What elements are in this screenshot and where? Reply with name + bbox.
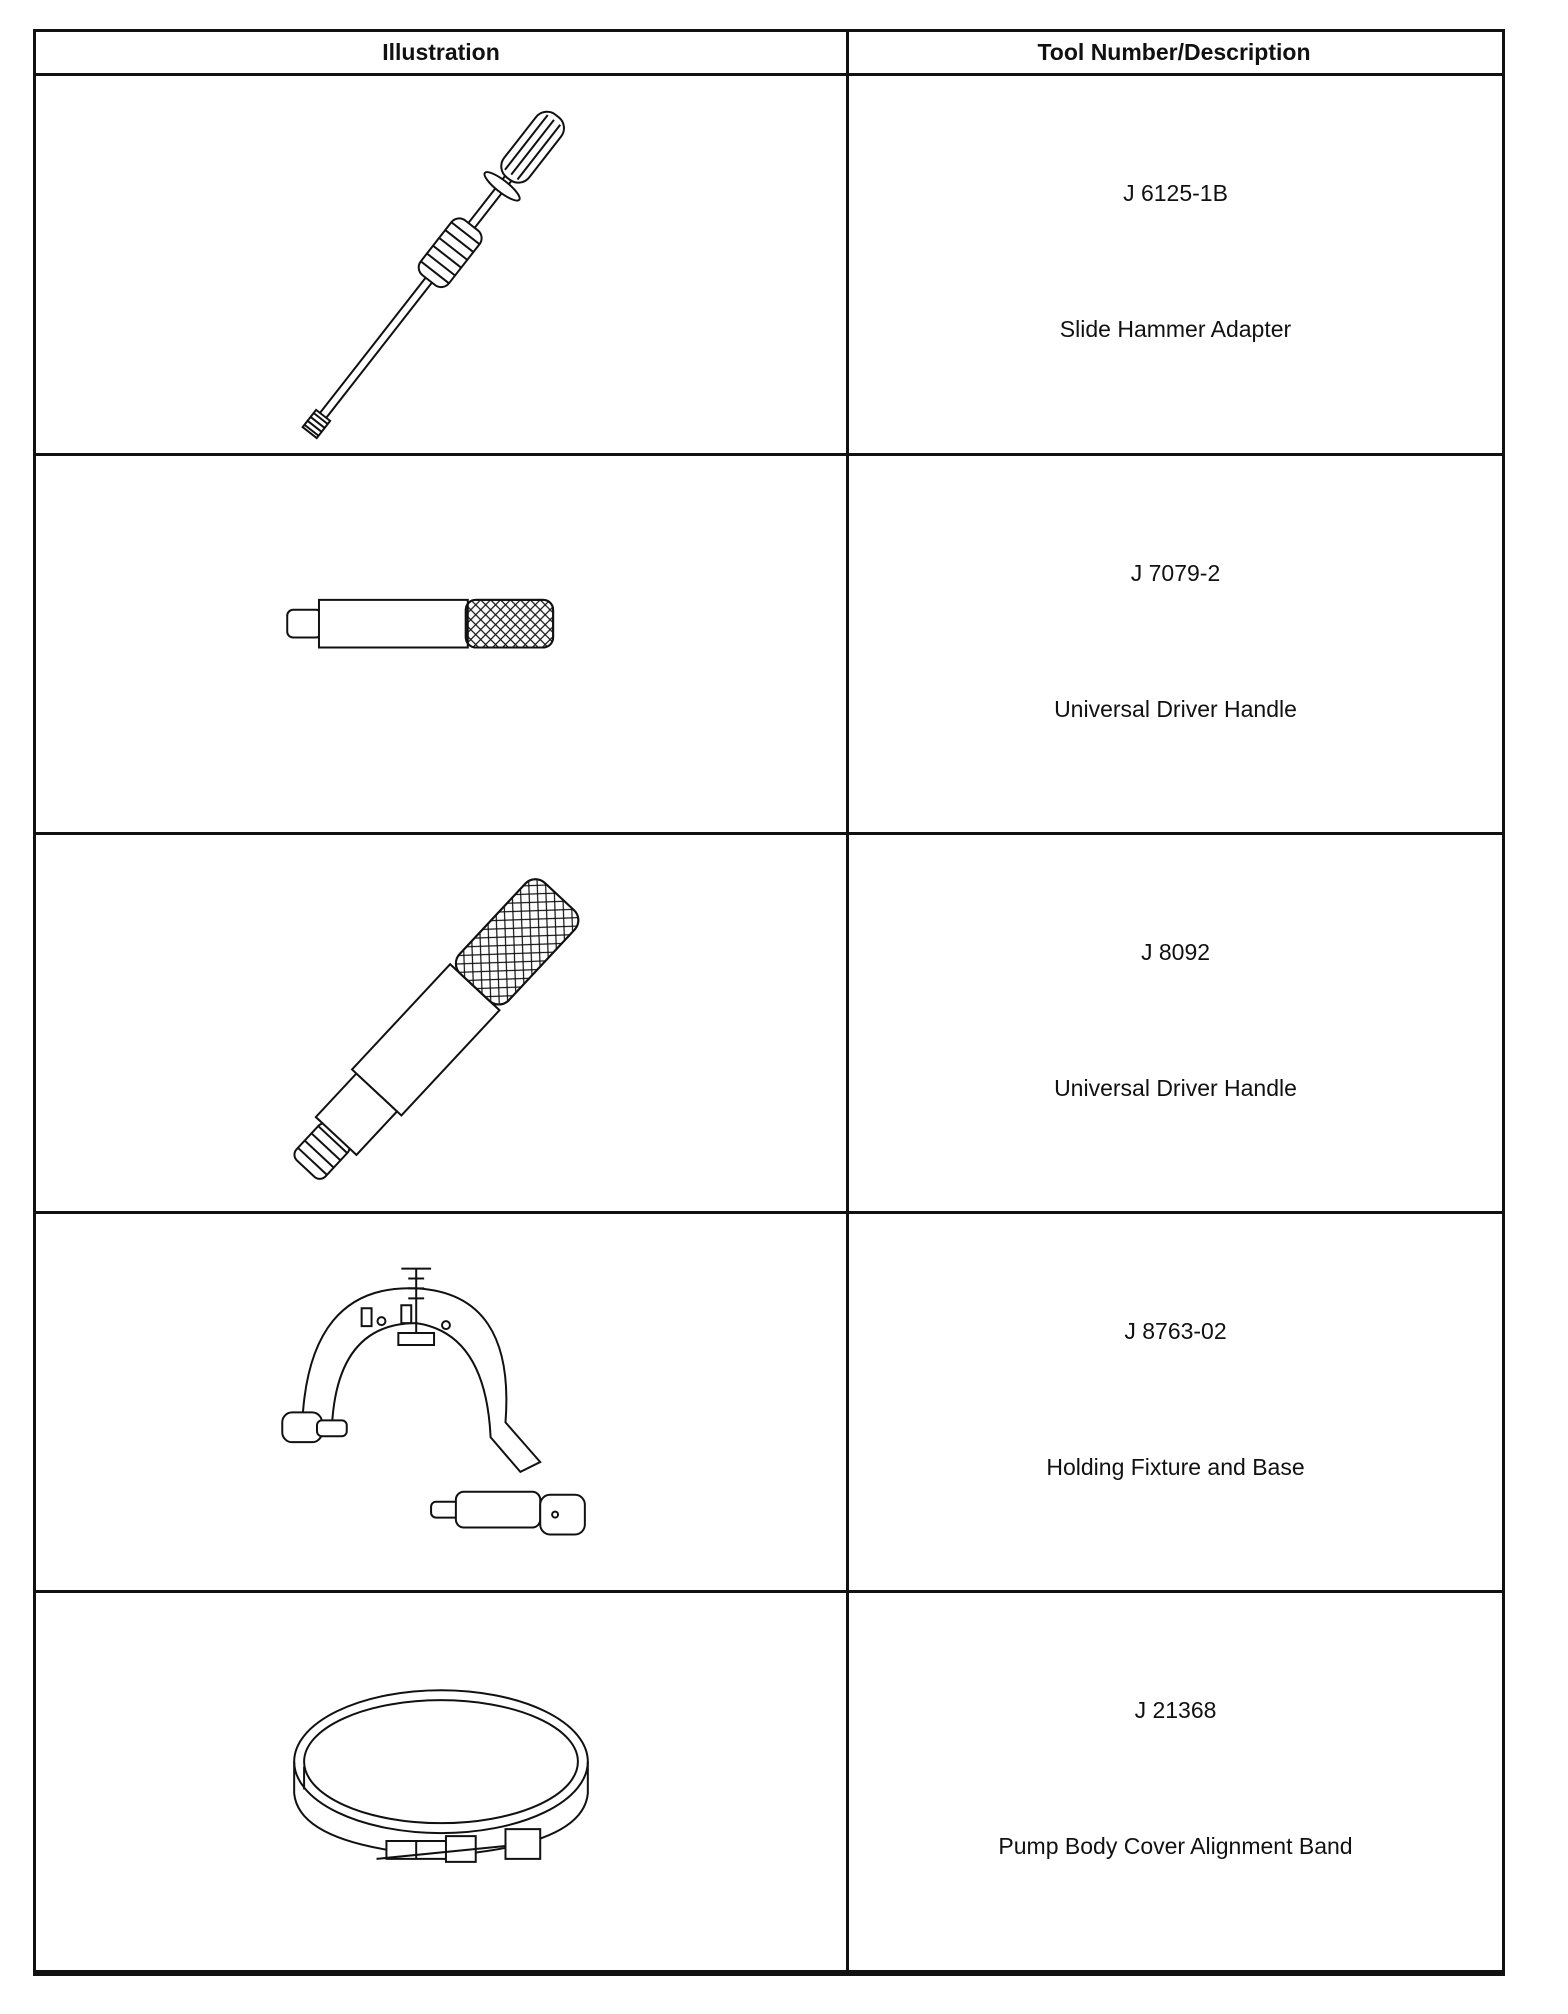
table-row — [36, 456, 1502, 835]
tool-description: Holding Fixture and Base — [1046, 1454, 1305, 1480]
tool-table — [33, 29, 1505, 1976]
tool-number: J 6125-1B — [1123, 180, 1228, 206]
table-row — [36, 1593, 1502, 1973]
tool-description: Universal Driver Handle — [1054, 1075, 1297, 1101]
slide-hammer-icon — [36, 76, 846, 453]
tool-number: J 21368 — [1134, 1697, 1217, 1723]
header-illustration: Illustration — [382, 39, 500, 65]
tool-number: J 7079-2 — [1130, 560, 1221, 586]
table-header — [36, 32, 1502, 76]
tool-number: J 8092 — [1140, 939, 1211, 965]
header-tool-number-description: Tool Number/Description — [1037, 39, 1311, 65]
table-row — [36, 835, 1502, 1214]
column-divider — [846, 32, 849, 1973]
holding-fixture-icon — [36, 1214, 846, 1590]
table-row — [36, 1214, 1502, 1593]
tool-description: Pump Body Cover Alignment Band — [998, 1833, 1353, 1859]
tool-number: J 8763-02 — [1124, 1318, 1227, 1344]
table-row — [36, 76, 1502, 456]
driver-handle-icon — [36, 456, 846, 832]
driver-handle-long-icon — [36, 835, 846, 1211]
tool-description: Universal Driver Handle — [1054, 696, 1297, 722]
tool-description: Slide Hammer Adapter — [1059, 316, 1292, 342]
alignment-band-icon — [36, 1593, 846, 1970]
